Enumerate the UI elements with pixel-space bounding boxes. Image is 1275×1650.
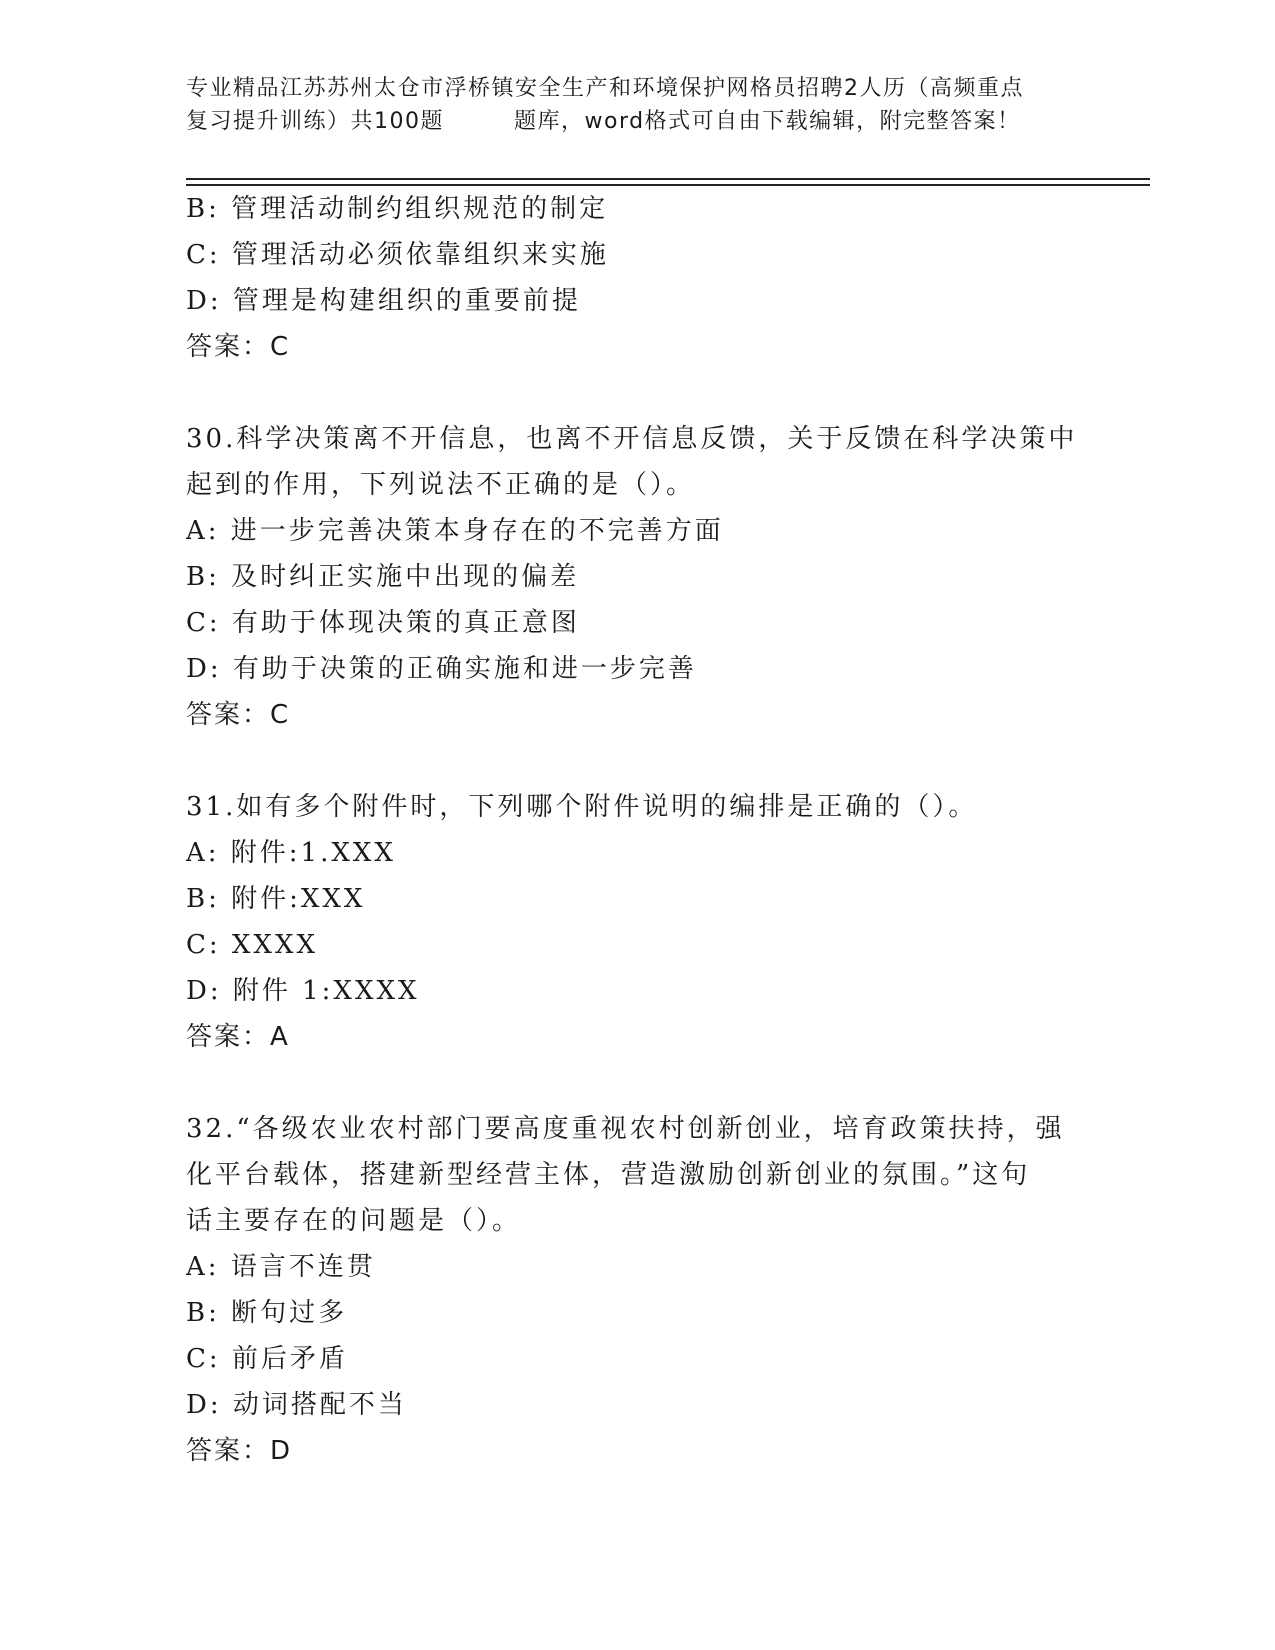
option-c: C: XXXX bbox=[186, 930, 318, 960]
question-stem-line: 化平台载体，搭建新型经营主体，营造激励创新创业的氛围。”这句 bbox=[186, 1160, 1031, 1190]
option-a: A: 进一步完善决策本身存在的不完善方面 bbox=[186, 516, 724, 546]
question-stem-line: 话主要存在的问题是（）。 bbox=[186, 1206, 522, 1236]
question-content bbox=[186, 186, 1086, 1474]
option-d: D: 附件 1:XXXX bbox=[186, 976, 420, 1006]
option-c: C: 前后矛盾 bbox=[186, 1344, 348, 1374]
document-header bbox=[186, 72, 1086, 138]
answer: 答案：A bbox=[186, 1022, 290, 1052]
header-line-2a: 复习提升训练）共100题 bbox=[186, 109, 444, 134]
header-line-2b: 题库，word格式可自由下载编辑，附完整答案！ bbox=[514, 109, 1021, 134]
question-stem-line: 30.科学决策离不开信息，也离不开信息反馈，关于反馈在科学决策中 bbox=[186, 424, 1078, 454]
question-stem-line: 起到的作用，下列说法不正确的是（）。 bbox=[186, 470, 696, 500]
option-b: B: 及时纠正实施中出现的偏差 bbox=[186, 562, 580, 592]
header-line-1: 专业精品江苏苏州太仓市浮桥镇安全生产和环境保护网格员招聘2人历（高频重点 bbox=[186, 76, 1024, 101]
option-c: C: 有助于体现决策的真正意图 bbox=[186, 608, 580, 638]
header-line-2 bbox=[186, 105, 1086, 138]
option-b: B: 管理活动制约组织规范的制定 bbox=[186, 194, 609, 224]
answer: 答案：C bbox=[186, 332, 291, 362]
answer: 答案：D bbox=[186, 1436, 293, 1466]
question-stem-line: 32.“各级农业农村部门要高度重视农村创新创业，培育政策扶持，强 bbox=[186, 1114, 1065, 1144]
question-stem-line: 31.如有多个附件时，下列哪个附件说明的编排是正确的（）。 bbox=[186, 792, 978, 822]
option-d: D: 动词搭配不当 bbox=[186, 1390, 407, 1420]
option-b: B: 附件:XXX bbox=[186, 884, 366, 914]
option-c: C: 管理活动必须依靠组织来实施 bbox=[186, 240, 609, 270]
option-b: B: 断句过多 bbox=[186, 1298, 348, 1328]
option-a: A: 附件:1.XXX bbox=[186, 838, 396, 868]
option-a: A: 语言不连贯 bbox=[186, 1252, 376, 1282]
question-32 bbox=[186, 1106, 1086, 1474]
question-30 bbox=[186, 416, 1086, 738]
continued-question bbox=[186, 186, 1086, 370]
header-rule-top bbox=[186, 178, 1150, 180]
option-d: D: 管理是构建组织的重要前提 bbox=[186, 286, 581, 316]
answer: 答案：C bbox=[186, 700, 291, 730]
question-31 bbox=[186, 784, 1086, 1060]
option-d: D: 有助于决策的正确实施和进一步完善 bbox=[186, 654, 697, 684]
